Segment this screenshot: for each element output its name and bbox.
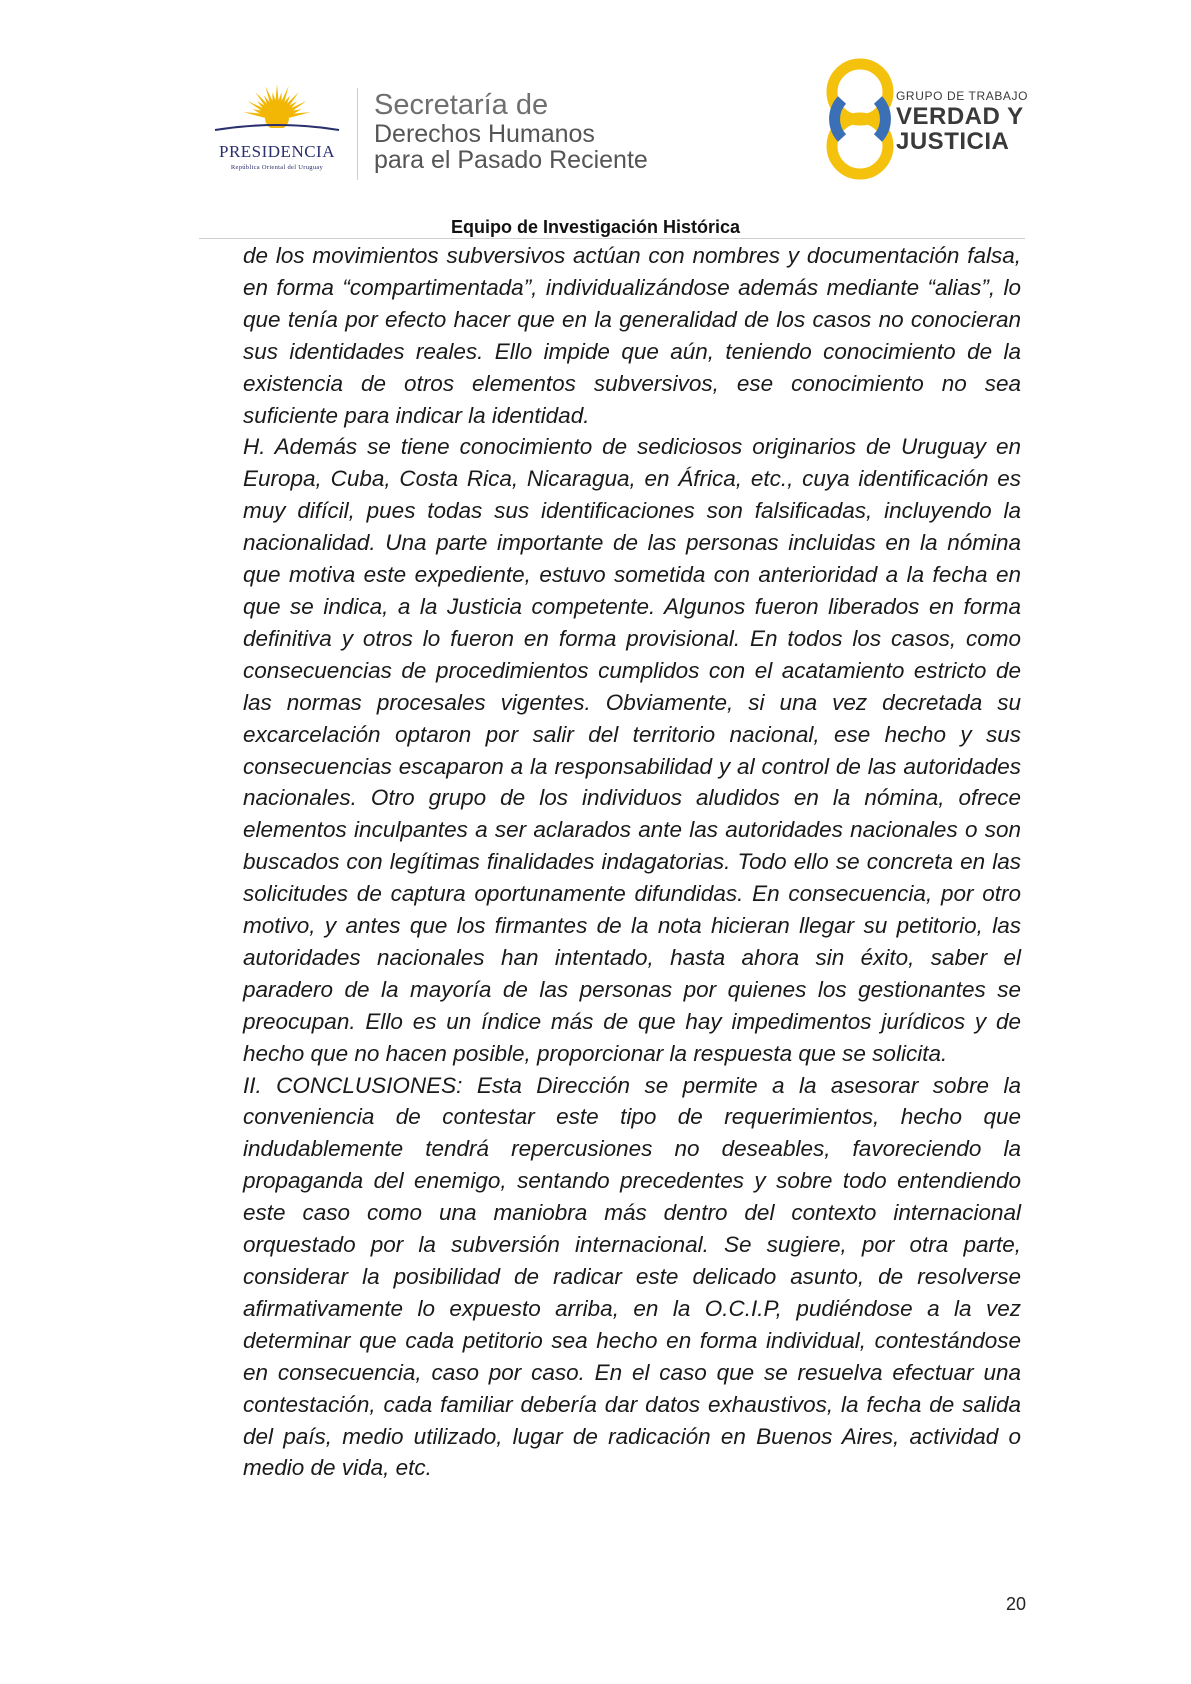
secretaria-line-3: para el Pasado Reciente [374, 146, 648, 174]
header-rule [199, 238, 1025, 239]
grupo-line-1: GRUPO DE TRABAJO [896, 89, 1029, 103]
page-header [0, 0, 1191, 237]
secretaria-logo-text [374, 90, 648, 173]
presidencia-name: PRESIDENCIA [218, 142, 335, 161]
paragraph: II. CONCLUSIONES: Esta Dirección se permite a la asesorar sobre la conveniencia de contestar este tipo de requerimientos, hecho que indudablemente tendrá repercusiones no deseables, favoreciendo la propaganda del enemigo, sentando precedentes y sobre todo entendiendo este caso como una maniobra más dentro del contexto internacional orquestado por la subversión internacional. Se sugiere, por otra parte, considerar la posibilidad de radicar este delicado asunto, de resolverse afirmativamente lo expuesto arriba, en la O.C.I.P, pudiéndose a la vez determinar que cada petitorio sea hecho en forma individual, contestándose en consecuencia, caso por caso. En el caso que se resuelva efectuar una contestación, cada familiar debería dar datos exhaustivos, la fecha de salida del país, medio utilizado, lugar de radicación en Buenos Aires, actividad o medio de vida, etc. [243, 1072, 1021, 1481]
paragraph: de los movimientos subversivos actúan con nombres y documentación falsa, en forma “compartimentada”, individualizándose además mediante “alias”, lo que tenía por efecto hacer que en la generalidad de los casos no conocieran sus identidades reales. Ello impide que aún, teniendo conocimiento de la existencia de otros elementos subversivos, ese conocimiento no sea suficiente para indicar la identidad. [243, 243, 1021, 428]
header-divider [357, 88, 358, 180]
paragraph: H. Además se tiene conocimiento de sediciosos originarios de Uruguay en Europa, Cuba, Costa Rica, Nicaragua, en África, etc., cuya identificación es muy difícil, pues todas sus identificaciones son falsificadas, incluyendo la nacionalidad. Una parte importante de las personas incluidas en la nómina que motiva este expediente, estuvo sometida con anterioridad a la fecha en que se indica, a la Justicia competente. Algunos fueron liberados en forma definitiva y otros lo fueron en forma provisional. En todos los casos, como consecuencias de procedimientos cumplidos con el acatamiento estricto de las normas procesales vigentes. Obviamente, si una vez decretada su excarcelación optaron por salir del territorio nacional, ese hecho y sus consecuencias escaparon a la responsabilidad y al control de las autoridades nacionales. Otro grupo de los individuos aludidos en la nómina, ofrece elementos inculpantes a ser aclarados ante las autoridades nacionales o son buscados con legítimas finalidades indagatorias. Todo ello se concreta en las solicitudes de captura oportunamente difundidas. En consecuencia, por otro motivo, y antes que los firmantes de la nota hicieran llegar su petitorio, las autoridades nacionales han intentado, hasta ahora sin éxito, saber el paradero de la mayoría de las personas por quienes los gestionantes se preocupan. Ello es un índice más de que hay impedimentos jurídicos y de hecho que no hacen posible, proporcionar la respuesta que se solicita. [243, 434, 1021, 1066]
presidencia-subtitle: República Oriental del Uruguay [230, 164, 324, 171]
grupo-trabajo-text [896, 88, 1028, 154]
secretaria-line-2: Derechos Humanos [374, 120, 595, 148]
document-body [243, 240, 1021, 1484]
section-title: Equipo de Investigación Histórica [450, 217, 741, 237]
secretaria-line-1: Secretaría de [374, 89, 549, 121]
grupo-line-3: JUSTICIA [896, 128, 1010, 155]
presidencia-logo [196, 82, 358, 178]
sun-emblem-icon [196, 82, 358, 142]
grupo-line-2: VERDAD Y [896, 103, 1024, 130]
verdad-justicia-rings-icon [820, 56, 900, 182]
page-number: 20 [1005, 1594, 1026, 1614]
